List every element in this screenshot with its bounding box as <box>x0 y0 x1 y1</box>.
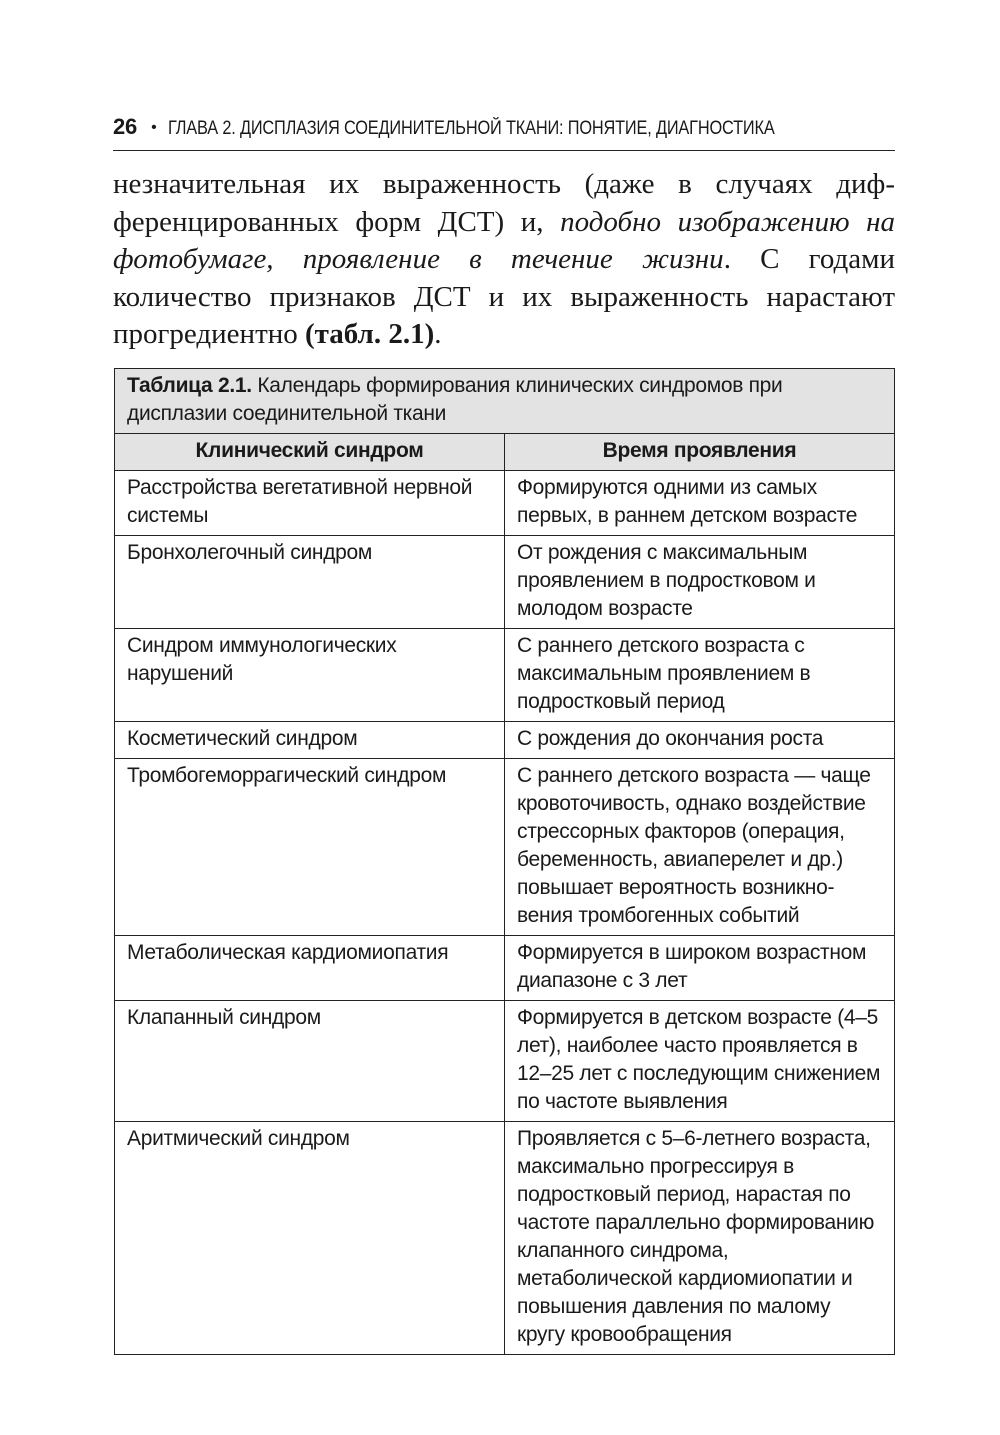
table-row <box>115 759 895 936</box>
paragraph-text-2: . С годами количество признаков ДСТ и их выраженность нарастают прогредиентно <box>113 243 896 350</box>
cell-time: С раннего детского возраста — чаще кровоточивость, однако воздействие стрессорных факторов (операция, беременность, авиаперелет и др.) повышает вероятность возникновения тромбогенных событий <box>505 759 895 936</box>
cell-time: Формируется в детском возрасте (4–5 лет), наиболее часто проявляется в 12–25 лет с последующим снижением по частоте выявления <box>505 1001 895 1122</box>
table-row <box>115 1001 895 1122</box>
cell-syndrome: Бронхолегочный синдром <box>115 536 505 629</box>
cell-syndrome: Расстройства вегетативной нервной системы <box>115 471 505 536</box>
cell-syndrome: Аритмический синдром <box>115 1122 505 1355</box>
cell-time: От рождения с максимальным проявлением в подростковом и молодом возрасте <box>505 536 895 629</box>
table-header-row <box>115 434 895 471</box>
page-number: 26 <box>113 114 138 139</box>
cell-time: Формируется в широком возрастном диапазоне с 3 лет <box>505 936 895 1001</box>
table-row <box>115 629 895 722</box>
bullet-separator: • <box>151 119 157 136</box>
chapter-title: ГЛАВА 2. ДИСПЛАЗИЯ СОЕДИНИТЕЛЬНОЙ ТКАНИ: ПОНЯТИЕ, ДИАГНОСТИКА <box>168 118 776 139</box>
running-header <box>113 114 895 151</box>
column-header-syndrome: Клинический синдром <box>115 434 505 471</box>
column-header-time: Время проявления <box>505 434 895 471</box>
caption-label: Таблица 2.1. <box>127 374 252 397</box>
table-caption-row <box>115 369 895 434</box>
table-row <box>115 536 895 629</box>
paragraph-italic: подобно изображению на фотобумаге, проявление в течение жизни <box>113 205 895 275</box>
cell-time: С раннего детского возраста с максимальным проявлением в подростковый период <box>505 629 895 722</box>
cell-syndrome: Синдром иммунологических нарушений <box>115 629 505 722</box>
syndrome-table <box>114 368 895 1355</box>
table-caption <box>115 369 895 434</box>
paragraph-text-1: незначительная их выраженность (даже в случаях дифференцированных форм ДСТ) и, <box>113 168 895 238</box>
body-paragraph <box>113 166 895 354</box>
cell-syndrome: Метаболическая кардиомиопатия <box>115 936 505 1001</box>
cell-time: Формируются одними из самых первых, в раннем детском возрасте <box>505 471 895 536</box>
caption-text: Календарь формирования клинических синдромов при дисплазии соединительной ткани <box>127 374 783 425</box>
cell-syndrome: Тромбогеморрагический синдром <box>115 759 505 936</box>
table-row <box>115 471 895 536</box>
paragraph-end: . <box>434 318 442 350</box>
table-row <box>115 722 895 759</box>
table-row <box>115 1122 895 1355</box>
cell-time: С рождения до окончания роста <box>505 722 895 759</box>
cell-syndrome: Клапанный синдром <box>115 1001 505 1122</box>
cell-syndrome: Косметический синдром <box>115 722 505 759</box>
table-reference: (табл. 2.1) <box>305 318 435 350</box>
table-row <box>115 936 895 1001</box>
cell-time: Проявляется с 5–6-летнего возраста, максимально прогрессируя в подростковый период, нарастая по частоте параллельно формированию клапанного синдрома, метаболической кардиомиопатии и повышения давления по малому кругу кровообращения <box>505 1122 895 1355</box>
